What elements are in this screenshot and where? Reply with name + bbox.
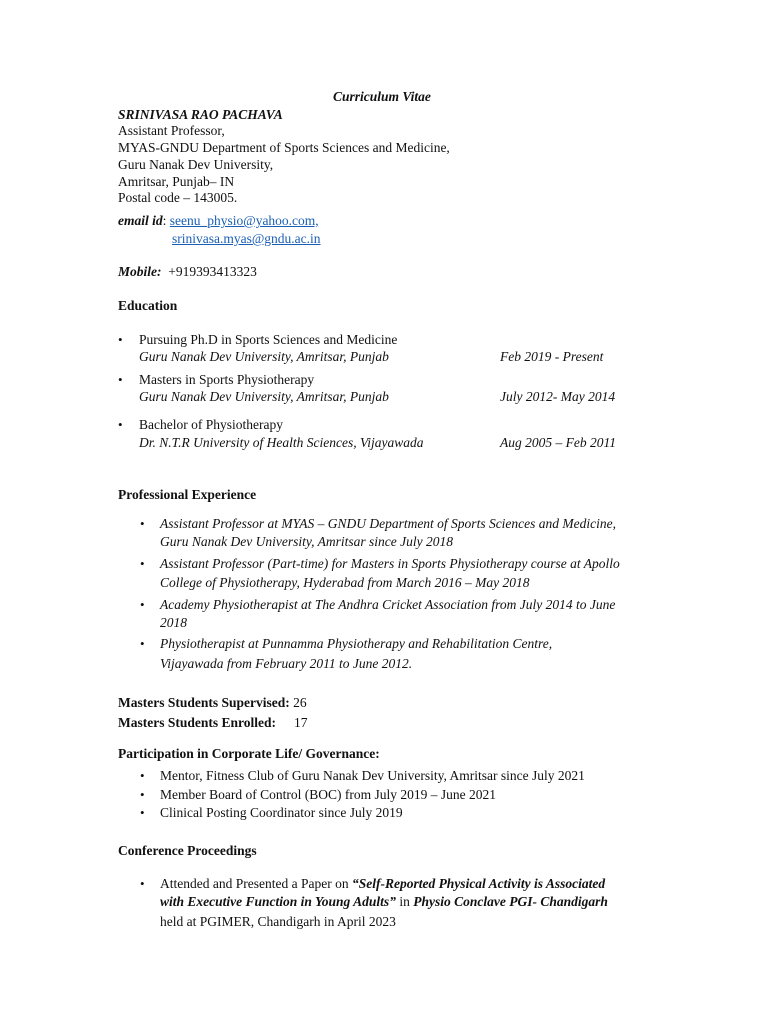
email-label: email id — [118, 213, 163, 228]
address-line: Postal code – 143005. — [118, 190, 238, 205]
address-line: Guru Nanak Dev University, — [118, 157, 274, 172]
governance-item: Mentor, Fitness Club of Guru Nanak Dev University, Amritsar since July 2021 — [160, 768, 585, 783]
bullet-icon: • — [118, 332, 123, 347]
education-degree: Masters in Sports Physiotherapy — [139, 372, 315, 387]
bullet-icon: • — [140, 556, 145, 571]
experience-line: Vijayawada from February 2011 to June 2012. — [160, 656, 413, 671]
experience-line: 2018 — [160, 615, 187, 630]
conference-venue: Physio Conclave PGI- Chandigarh — [413, 894, 608, 909]
students-enrolled-row — [118, 714, 308, 731]
address-line: Assistant Professor, — [118, 123, 225, 138]
bullet-icon: • — [140, 876, 145, 891]
education-dates: July 2012- May 2014 — [500, 389, 616, 404]
mobile-row — [118, 263, 257, 280]
document-title: Curriculum Vitae — [333, 89, 431, 104]
experience-line: Assistant Professor (Part-time) for Masters in Sports Physiotherapy course at Apollo — [160, 556, 620, 571]
experience-line: College of Physiotherapy, Hyderabad from March 2016 – May 2018 — [160, 575, 530, 590]
email-link-secondary[interactable]: srinivasa.myas@gndu.ac.in — [172, 231, 321, 246]
experience-line: Physiotherapist at Punnamma Physiotherapy and Rehabilitation Centre, — [160, 636, 553, 651]
mobile-number: +919393413323 — [168, 264, 257, 279]
conference-line-3: held at PGIMER, Chandigarh in April 2023 — [160, 914, 396, 929]
bullet-icon: • — [140, 636, 145, 651]
students-supervised-label: Masters Students Supervised: — [118, 695, 290, 710]
email-colon: : — [162, 213, 170, 228]
conference-line-2 — [160, 893, 608, 910]
person-name: SRINIVASA RAO PACHAVA — [118, 107, 283, 122]
conference-prefix: Attended and Presented a Paper on — [160, 876, 352, 891]
education-dates: Aug 2005 – Feb 2011 — [500, 435, 616, 450]
experience-line: Guru Nanak Dev University, Amritsar since July 2018 — [160, 534, 453, 549]
students-enrolled-value: 17 — [294, 715, 308, 730]
education-institution: Dr. N.T.R University of Health Sciences, Vijayawada — [139, 435, 424, 450]
education-heading: Education — [118, 298, 178, 313]
bullet-icon: • — [118, 372, 123, 387]
governance-heading: Participation in Corporate Life/ Governance: — [118, 746, 380, 761]
email-row — [118, 212, 319, 229]
education-institution: Guru Nanak Dev University, Amritsar, Punjab — [139, 389, 389, 404]
governance-item: Clinical Posting Coordinator since July 2019 — [160, 805, 403, 820]
bullet-icon: • — [140, 805, 145, 820]
bullet-icon: • — [140, 597, 145, 612]
students-supervised-row — [118, 694, 307, 711]
education-dates: Feb 2019 - Present — [500, 349, 604, 364]
bullet-icon: • — [118, 417, 123, 432]
students-supervised-value: 26 — [293, 695, 307, 710]
address-line: MYAS-GNDU Department of Sports Sciences and Medicine, — [118, 140, 450, 155]
education-degree: Bachelor of Physiotherapy — [139, 417, 283, 432]
governance-item: Member Board of Control (BOC) from July 2019 – June 2021 — [160, 787, 496, 802]
conference-paper-title: “Self-Reported Physical Activity is Associated — [351, 876, 606, 891]
education-degree: Pursuing Ph.D in Sports Sciences and Medicine — [139, 332, 398, 347]
mobile-label: Mobile: — [118, 264, 162, 279]
address-line: Amritsar, Punjab– IN — [118, 174, 235, 189]
conference-heading: Conference Proceedings — [118, 843, 257, 858]
education-institution: Guru Nanak Dev University, Amritsar, Punjab — [139, 349, 389, 364]
conference-paper-title-cont: with Executive Function in Young Adults” — [160, 894, 396, 909]
experience-line: Academy Physiotherapist at The Andhra Cricket Association from July 2014 to June — [160, 597, 616, 612]
email-link-primary[interactable]: seenu_physio@yahoo.com, — [169, 213, 319, 228]
bullet-icon: • — [140, 787, 145, 802]
bullet-icon: • — [140, 516, 145, 531]
experience-heading: Professional Experience — [118, 487, 257, 502]
students-enrolled-label: Masters Students Enrolled: — [118, 715, 277, 730]
bullet-icon: • — [140, 768, 145, 783]
conference-line-1 — [160, 875, 605, 892]
conference-mid: in — [395, 894, 414, 909]
experience-line: Assistant Professor at MYAS – GNDU Department of Sports Sciences and Medicine, — [160, 516, 617, 531]
